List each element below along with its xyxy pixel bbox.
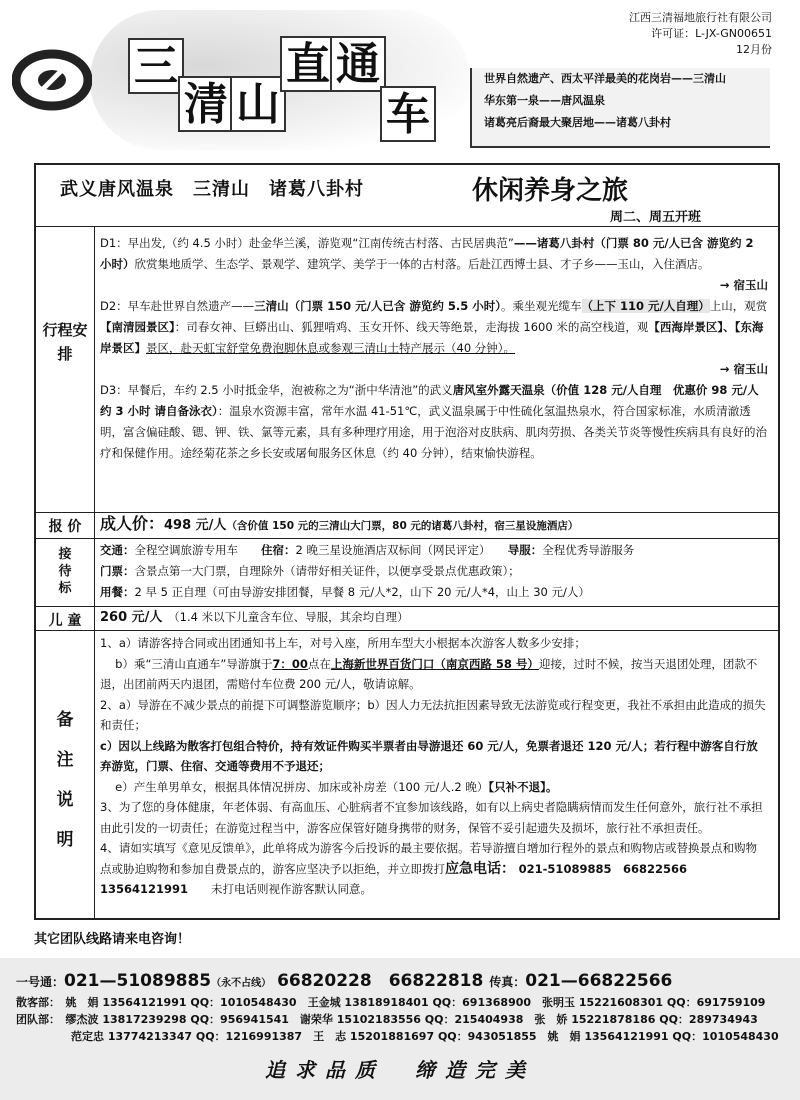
brand-char-4: 直 (280, 36, 336, 92)
ticket-label: 门票： (100, 564, 135, 578)
guide: 全程优秀导游服务 (542, 543, 635, 557)
day2-area-1: 【南清园景区】 (100, 320, 175, 334)
slogan-1: 世界自然遗产、西太平洋最美的花岗岩——三清山 (484, 72, 726, 85)
emergency-label: 应急电话： (445, 860, 515, 877)
day1-ticket: ——诸葛八卦村（门票 80 元/人已含 游览约 2 小时） (100, 236, 754, 271)
remarks-text (100, 633, 768, 900)
transport: 全程空调旅游专用车 (134, 543, 238, 557)
remark-4a: 4、请如实填写《意见反馈单》，此单将成为游客今后投诉的最主要依据。若导游擅自增加行程外的景点和购物店或替换景点和购物点或胁迫购物和参加自费景点的，游客应坚决予以拒绝，并立即拨打 (100, 841, 758, 876)
sales-row-group: 团队部： 缪杰波 13817239298 QQ：956941541 谢荣华 15102183556 QQ：215404938 张 娇 15221878186 QQ：289734943 (16, 1013, 758, 1026)
company-info (629, 10, 772, 58)
departure-schedule: 周二、周五开班 (610, 210, 702, 225)
brand-char-6: 车 (380, 86, 436, 142)
fax-number: 021—66822566 (525, 971, 673, 991)
service-line-3 (100, 582, 768, 603)
column-divider (94, 226, 95, 920)
hotline-label: 一号通： (16, 975, 65, 989)
price-row (100, 513, 768, 537)
remarks-label: 备注说明 (56, 710, 74, 850)
service-info (100, 540, 768, 603)
other-routes-note: 其它团队线路请来电咨询！ (34, 932, 191, 947)
brand-char-2: 清 (178, 76, 234, 132)
remark-1b (100, 654, 768, 695)
meal-label: 用餐： (100, 585, 135, 599)
remark-1a: 1、a）请游客持合同或出团通知书上车，对号入座，所用车型大小根据本次游客人数多少安排； (100, 636, 586, 650)
meeting-place: 上海新世界百货门口（南京西路 58 号） (330, 656, 539, 671)
remark-2b: c）因以上线路为散客打包组合特价，持有效证件购买半票者由导游退还 60 元/人，免票者退还 120 元/人；若行程中游客自行放弃游览，门票、住宿、交通等费用不予退还； (100, 738, 758, 773)
brand-char-5: 通 (330, 36, 386, 92)
day2-stay: → 宿玉山 (719, 362, 768, 376)
adult-price: 498 元/人 (164, 518, 227, 533)
header (0, 0, 800, 160)
day2-cable: 。乘坐观光缆车 (501, 299, 582, 313)
remark-2c-text: e）产生单男单女，根据具体情况拼房、加床或补房差（100 元/人.2 晚） (115, 779, 489, 794)
theme-title: 休闲养身之旅 (472, 176, 629, 206)
guide-label: 导服： (507, 543, 543, 557)
slogan-2: 华东第一泉——唐风温泉 (484, 94, 605, 107)
meal: 2 早 5 正自理（可由导游安排团餐，早餐 8 元/人*2，山下 20 元/人*4，山上 30 元/人） (134, 585, 590, 599)
day2-up: 上山，观赏 (709, 299, 768, 313)
sales-row-group-2: 范定忠 13774213347 QQ：1216991387 王 志 15201881697 QQ：943051855 姚 娟 13564121991 QQ：1010548430 (16, 1030, 779, 1043)
remark-4b: 未打电话则视作游客默认同意。 (211, 882, 373, 896)
service-label: 接待标 (58, 547, 72, 596)
license-number: 许可证：L-JX-GN00651 (651, 27, 772, 40)
day1 (100, 233, 768, 275)
hotline-number: 021—51089885 (64, 971, 212, 991)
hotline-row (16, 966, 672, 991)
lodging-label: 住宿： (261, 543, 296, 557)
ticket: 含景点第一大门票，自理除外（请带好相关证件，以便享受景点优惠政策）； (134, 564, 520, 578)
remark-1b-b: 点在 (307, 656, 331, 671)
day3-intro: D3：早餐后，车约 2.5 小时抵金华，泡被称之为“浙中华清池”的武义 (100, 383, 453, 397)
fax-label: 传真： (489, 975, 526, 989)
day2-intro: D2：早车赴世界自然遗产—— (100, 299, 255, 313)
hotline-note: （永不占线） (211, 978, 272, 989)
day2-sights: ：司春女神、巨蟒出山、狐狸啃鸡、玉女开怀、线天等绝景，走海拔 1600 米的高空栈道，观 (174, 320, 649, 334)
child-row (100, 607, 768, 628)
remark-3: 3、为了您的身体健康，年老体弱、有高血压、心脏病者不宜参加该线路，如有以上病史者隐瞒病情而发生任何意外，旅行社不承担由此引发的一切责任；在游览过程当中，游客应保管好随身携带的财务，保管不妥引起遗失及损坏，旅行社不承担责任。 (100, 800, 763, 835)
remark-1b-a: b）乘“三清山直通车”导游旗于 (115, 656, 273, 671)
price-note: （含价值 150 元的三清山大门票，80 元的诸葛八卦村，宿三星设施酒店） (226, 520, 579, 532)
day1-stay: → 宿玉山 (719, 278, 768, 292)
remark-2c-tag: 【只补不退】。 (488, 779, 558, 794)
day3-desc: ：温泉水资源丰富，常年水温 41-51℃，武义温泉属于中性硫化氢温热泉水，符合国家标准，水质清澈透明，富含偏硅酸、锶、钾、铁、氯等元素，具有多种理疗用途，用于泡浴对皮肤病、肌肉劳损、各类关节炎等慢性疾病具有良好的治疗和保健作用。途经菊花茶之乡长安或屠甸服务区休息（约 40 分钟），结束愉快游程。 (100, 404, 767, 460)
divider (34, 226, 780, 227)
day2-cable-price: （上下 110 元/人自理） (581, 299, 710, 313)
company-logo-icon (12, 40, 92, 120)
lodging: 2 晚三星设施酒店双标间（网民评定） (295, 543, 485, 557)
divider (34, 630, 780, 631)
brand-char-3: 山 (230, 76, 286, 132)
itinerary-text (100, 233, 768, 464)
remark-4 (100, 838, 768, 900)
day2-area-2: 【西海岸景区】、【东海岸景区】 (100, 320, 764, 355)
emergency-phones: 021-51089885 66822566 13564121991 (100, 861, 699, 896)
child-label: 儿 童 (48, 613, 82, 629)
day2-ticket: 三清山（门票 150 元/人已含 游览约 5.5 小时） (254, 299, 502, 313)
divider (34, 538, 780, 539)
adult-price-label: 成人价： (100, 514, 165, 533)
child-price: 260 元/人 (100, 610, 163, 625)
office-phones: 66820228 66822818 (277, 971, 484, 991)
remark-1b-c: 迎接，过时不候，按当天退团处理，团款不退，出团前两天内退团，需赔付车位费 200 元/人，敬请谅解。 (100, 656, 758, 691)
meeting-time: 7：00 (272, 656, 308, 671)
day2-rest: 景区，赴天虹宝舒堂免费泡脚休息或参观三清山土特产展示（40 分钟）。 (146, 341, 516, 355)
remark-2a: 2、a）导游在不减少景点的前提下可调整游览顺序；b）因人力无法抗拒因素导致无法游览或行程变更，我社不承担由此造成的损失和责任； (100, 697, 766, 732)
sales-row-retail: 散客部： 姚 娟 13564121991 QQ：1010548430 王金城 13818918401 QQ：691368900 张明玉 15221608301 QQ：691759109 (16, 996, 766, 1009)
transport-label: 交通： (100, 543, 135, 557)
company-name: 江西三清福地旅行社有限公司 (629, 11, 772, 24)
slogan-3: 诸葛亮后裔最大聚居地——诸葛八卦村 (484, 116, 671, 129)
remark-2c (100, 777, 768, 798)
sales-contacts (16, 994, 779, 1045)
itinerary-label: 行程安排 (42, 321, 88, 363)
day2 (100, 296, 768, 359)
slogan-box (470, 68, 770, 148)
price-label: 报 价 (48, 519, 82, 535)
day1-desc: 欣赏集地质学、生态学、景观学、建筑学、美学于一体的古村落。后赴江西博士县、才子乡——玉山，入住酒店。 (134, 257, 710, 271)
brand-char-1: 三 (128, 38, 184, 94)
service-line-2 (100, 561, 768, 582)
route-title: 武义唐风温泉 三清山 诸葛八卦村 (60, 179, 364, 200)
day3-spa: 唐风室外露天温泉（价值 128 元/人自理 优惠价 98 元/人 约 3 小时 请自备泳衣） (100, 383, 759, 418)
service-line-1 (100, 540, 768, 561)
issue-month: 12月份 (736, 43, 772, 56)
child-note: （1.4 米以下儿童含车位、导服，其余均自理） (173, 610, 409, 624)
company-motto: 追求品质 缔造完美 (265, 1058, 535, 1082)
day3 (100, 380, 768, 464)
day1-intro: D1：早出发,（约 4.5 小时）赴金华兰溪，游览观“江南传统古村落、古民居典范” (100, 236, 514, 250)
